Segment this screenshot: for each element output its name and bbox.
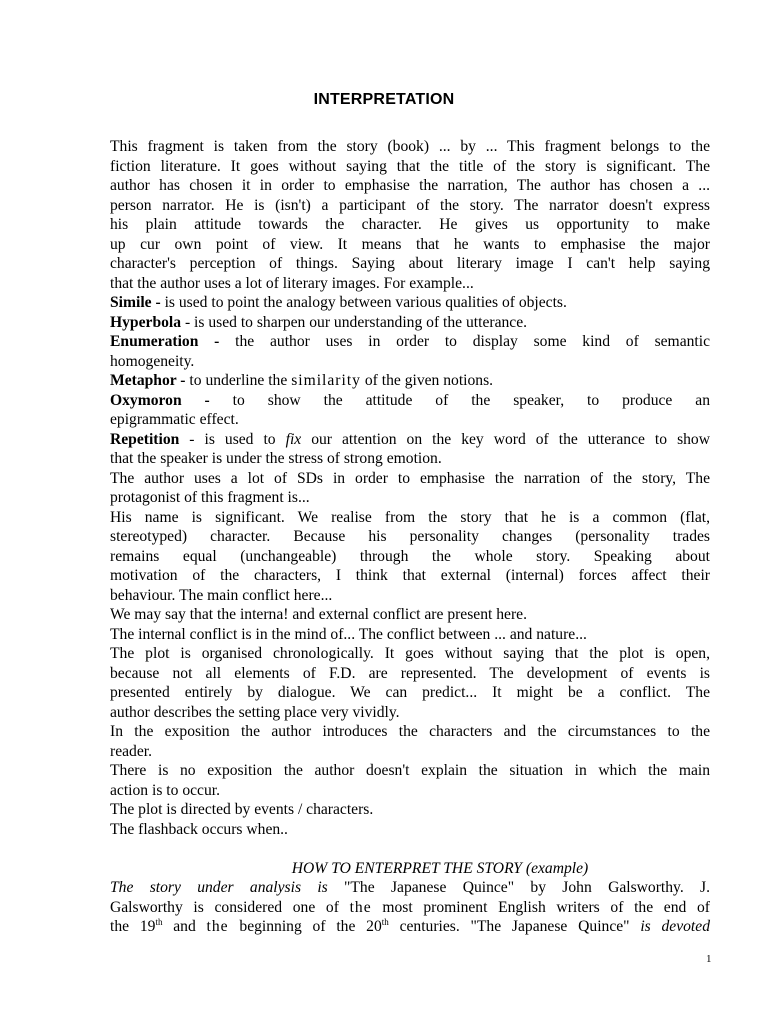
text-line: motivation of the characters, I think that external (internal) forces affect their — [110, 567, 710, 584]
text-line: his plain attitude towards the character. He gives us opportunity to make — [110, 216, 710, 233]
text-line: remains equal (unchangeable) through the whole story. Speaking about — [110, 547, 710, 565]
text-line: fiction literature. It goes without saying that the title of the story is significant. The — [110, 157, 710, 175]
text-line: In the exposition the author introduces the characters and the circumstances to the — [110, 723, 710, 740]
term-oxymoron: Oxymoron - to show the attitude of the speaker, to produce an — [110, 391, 710, 409]
text-line: up cur own point of view. It means that he wants to emphasise the major — [110, 235, 710, 253]
text-line: that the author uses a lot of literary images. For example... — [110, 274, 474, 292]
page-title: INTERPRETATION — [313, 91, 455, 108]
example-line-2: Galsworthy is considered one of the most prominent English writers of the end of — [110, 898, 710, 916]
text-line: action is to occur. — [110, 781, 220, 799]
text-line: epigrammatic effect. — [110, 411, 239, 428]
text-line: author has chosen it in order to emphasise the narration, The author has chosen a ... — [110, 177, 710, 194]
example-line-1: The story under analysis is "The Japanese Quince" by John Galsworthy. J. — [110, 879, 711, 896]
page-number: 1 — [706, 953, 712, 965]
term-simile: Simile - is used to point the analogy between various qualities of objects. — [110, 294, 567, 311]
text-line: The plot is organised chronologically. It goes without saying that the plot is open, — [110, 645, 710, 662]
text-line: person narrator. He is (isn't) a participant of the story. The narrator doesn't express — [110, 196, 710, 214]
text-line: because not all elements of F.D. are represented. The development of events is — [110, 664, 710, 682]
text-line: The plot is directed by events / characters. — [110, 801, 374, 818]
text-line: presented entirely by dialogue. We can predict... It might be a conflict. The — [110, 684, 710, 701]
text-line: homogeneity. — [110, 352, 195, 370]
text-line: author describes the setting place very vividly. — [110, 703, 400, 721]
text-line: reader. — [110, 742, 152, 760]
example-line-3: the 19th and the beginning of the 20th centuries. "The Japanese Quince" is devoted — [110, 917, 710, 935]
text-line: that the speaker is under the stress of strong emotion. — [110, 450, 442, 467]
text-line: behaviour. The main conflict here... — [110, 586, 333, 604]
text-line: We may say that the interna! and external conflict are present here. — [110, 606, 527, 623]
document-body — [110, 137, 710, 937]
example-heading: HOW TO ENTERPRET THE STORY (example) — [291, 859, 589, 877]
term-hyperbola: Hyperbola - is used to sharpen our understanding of the utterance. — [110, 313, 528, 331]
text-line: character's perception of things. Saying about literary image I can't help saying — [110, 255, 710, 272]
text-line: The author uses a lot of SDs in order to emphasise the narration of the story, The — [110, 469, 710, 487]
text-line: His name is significant. We realise from the story that he is a common (flat, — [110, 508, 710, 526]
text-line: protagonist of this fragment is... — [110, 489, 310, 506]
text-line: The flashback occurs when.. — [110, 820, 288, 838]
text-line: This fragment is taken from the story (book) ... by ... This fragment belongs to the — [110, 138, 710, 155]
text-line: The internal conflict is in the mind of... The conflict between ... and nature... — [110, 625, 587, 643]
term-metaphor: Metaphor - to underline the similarity of the given notions. — [110, 372, 494, 389]
term-enumeration: Enumeration - the author uses in order to display some kind of semantic — [110, 333, 710, 350]
spacer — [110, 839, 710, 859]
term-repetition: Repetition - is used to fix our attention on the key word of the utterance to show — [110, 430, 710, 448]
text-line: There is no exposition the author doesn't explain the situation in which the main — [110, 762, 710, 779]
text-line: stereotyped) character. Because his personality changes (personality trades — [110, 528, 710, 545]
